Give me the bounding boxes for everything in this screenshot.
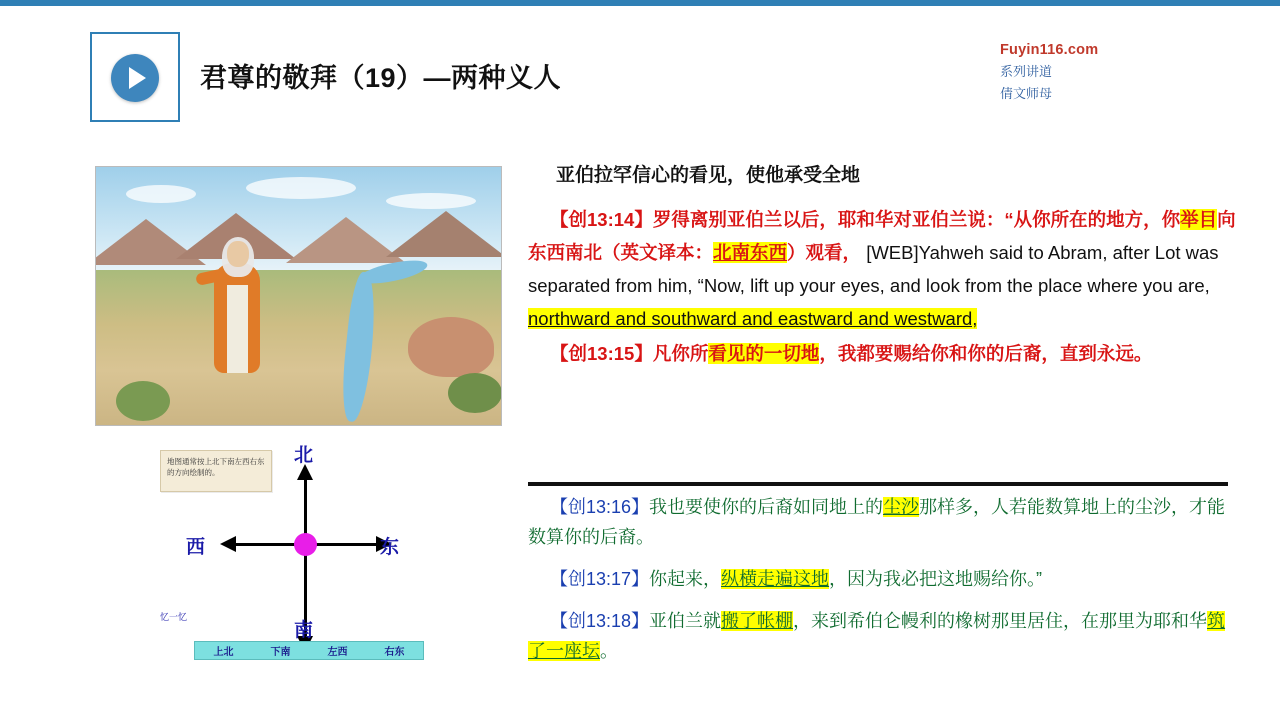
arrow-left-icon <box>220 536 236 552</box>
slide-header <box>0 6 1280 114</box>
verse-13-18-cn-b: ，来到希伯仑幔利的橡树那里居住，在那里为耶和华 <box>793 611 1208 631</box>
verse-13-15-cn-a: 凡你所 <box>652 343 709 364</box>
verse-13-15 <box>528 337 1238 370</box>
scripture-content-lower <box>528 492 1228 678</box>
verse-13-14-cn-a: 罗得离别亚伯兰以后，耶和华对亚伯兰说：“从你所在的地方，你 <box>652 209 1181 230</box>
verse-13-16-cn-b: 那样多，人若能数算地上的尘沙，才能数算你的后裔。 <box>528 497 1226 547</box>
bush-shape <box>116 381 170 421</box>
verse-ref-13-16: 【创13:16】 <box>550 497 650 517</box>
compass-diagram <box>150 440 460 675</box>
play-icon[interactable] <box>111 54 159 102</box>
verse-13-17-cn-a: 你起来， <box>649 569 722 589</box>
brand-series-label: 系列讲道 <box>1000 64 1053 79</box>
rock-shape <box>408 317 494 377</box>
verse-13-14-cn-c: ）观看， <box>787 242 862 263</box>
mountain-shape <box>386 211 502 257</box>
scripture-content <box>528 160 1238 372</box>
verse-13-16-hl: 尘沙 <box>883 497 920 517</box>
verse-13-18-hl-1: 搬了帐棚 <box>721 611 794 631</box>
legend-cell: 下南 <box>270 647 291 658</box>
verse-ref-13-15: 【创13:15】 <box>550 343 653 364</box>
compass-center-dot <box>294 533 317 556</box>
verse-ref-13-17: 【创13:17】 <box>550 569 650 589</box>
bush-shape <box>448 373 502 413</box>
verse-13-14-hl-2: 北南东西 <box>713 242 788 263</box>
cloud-shape <box>386 193 476 209</box>
verse-13-14-hl-1: 举目 <box>1180 209 1218 230</box>
section-divider <box>528 482 1228 486</box>
direction-label-north: 北 <box>294 445 314 466</box>
figure-head <box>227 241 249 267</box>
legend-cell: 上北 <box>213 647 234 658</box>
cloud-shape <box>246 177 356 199</box>
verse-13-15-cn-b: ，我都要赐给你和你的后裔，直到永远。 <box>819 343 1153 364</box>
figure-tunic <box>227 285 248 373</box>
verse-13-15-hl: 看见的一切地 <box>708 343 820 364</box>
verse-13-14-en: [WEB]Yahweh said to Abram, after Lot was separated from him, “Now, lift up your eyes, and look from the place where you are, <box>528 242 1219 296</box>
verse-13-14-cn-b: 向东西南北（英文译本： <box>528 209 1236 263</box>
direction-label-east: 东 <box>380 537 400 558</box>
verse-13-18-cn-c: 。 <box>600 641 618 661</box>
compass-note: 地图通常按上北下南左西右东的方向绘制的。 <box>160 450 272 492</box>
cloud-shape <box>126 185 196 203</box>
verse-13-17-hl: 纵横走遍这地 <box>721 569 830 589</box>
verse-ref-13-14: 【创13:14】 <box>550 209 653 230</box>
verse-13-16 <box>528 492 1228 552</box>
compass-memo-label: 忆一忆 <box>160 612 188 622</box>
direction-label-south: 南 <box>294 620 314 641</box>
verse-13-17-cn-b: ，因为我必把这地赐给你。” <box>829 569 1043 589</box>
compass-legend <box>194 641 424 660</box>
verse-13-17 <box>528 564 1228 594</box>
brand-block <box>1000 42 1170 102</box>
abraham-landscape-image <box>95 166 502 426</box>
verse-13-18-hl-2: 筑了一座坛 <box>528 611 1226 661</box>
verse-13-16-cn-a: 我也要使你的后裔如同地上的 <box>649 497 884 517</box>
verse-13-18 <box>528 606 1228 666</box>
verse-13-14 <box>528 203 1238 335</box>
section-heading: 亚伯拉罕信心的看见，使他承受全地 <box>556 165 861 186</box>
legend-cell: 左西 <box>327 647 348 658</box>
brand-speaker-label: 倩文师母 <box>1000 86 1053 101</box>
direction-label-west: 西 <box>186 537 206 558</box>
verse-13-14-en-hl: northward and southward and eastward and westward, <box>528 308 978 329</box>
verse-ref-13-18: 【创13:18】 <box>550 611 650 631</box>
legend-cell: 右东 <box>384 647 405 658</box>
brand-site-name: Fuyin116.com <box>1000 42 1099 58</box>
verse-13-18-cn-a: 亚伯兰就 <box>649 611 722 631</box>
page-title: 君尊的敬拜（19）—两种义人 <box>200 63 562 93</box>
